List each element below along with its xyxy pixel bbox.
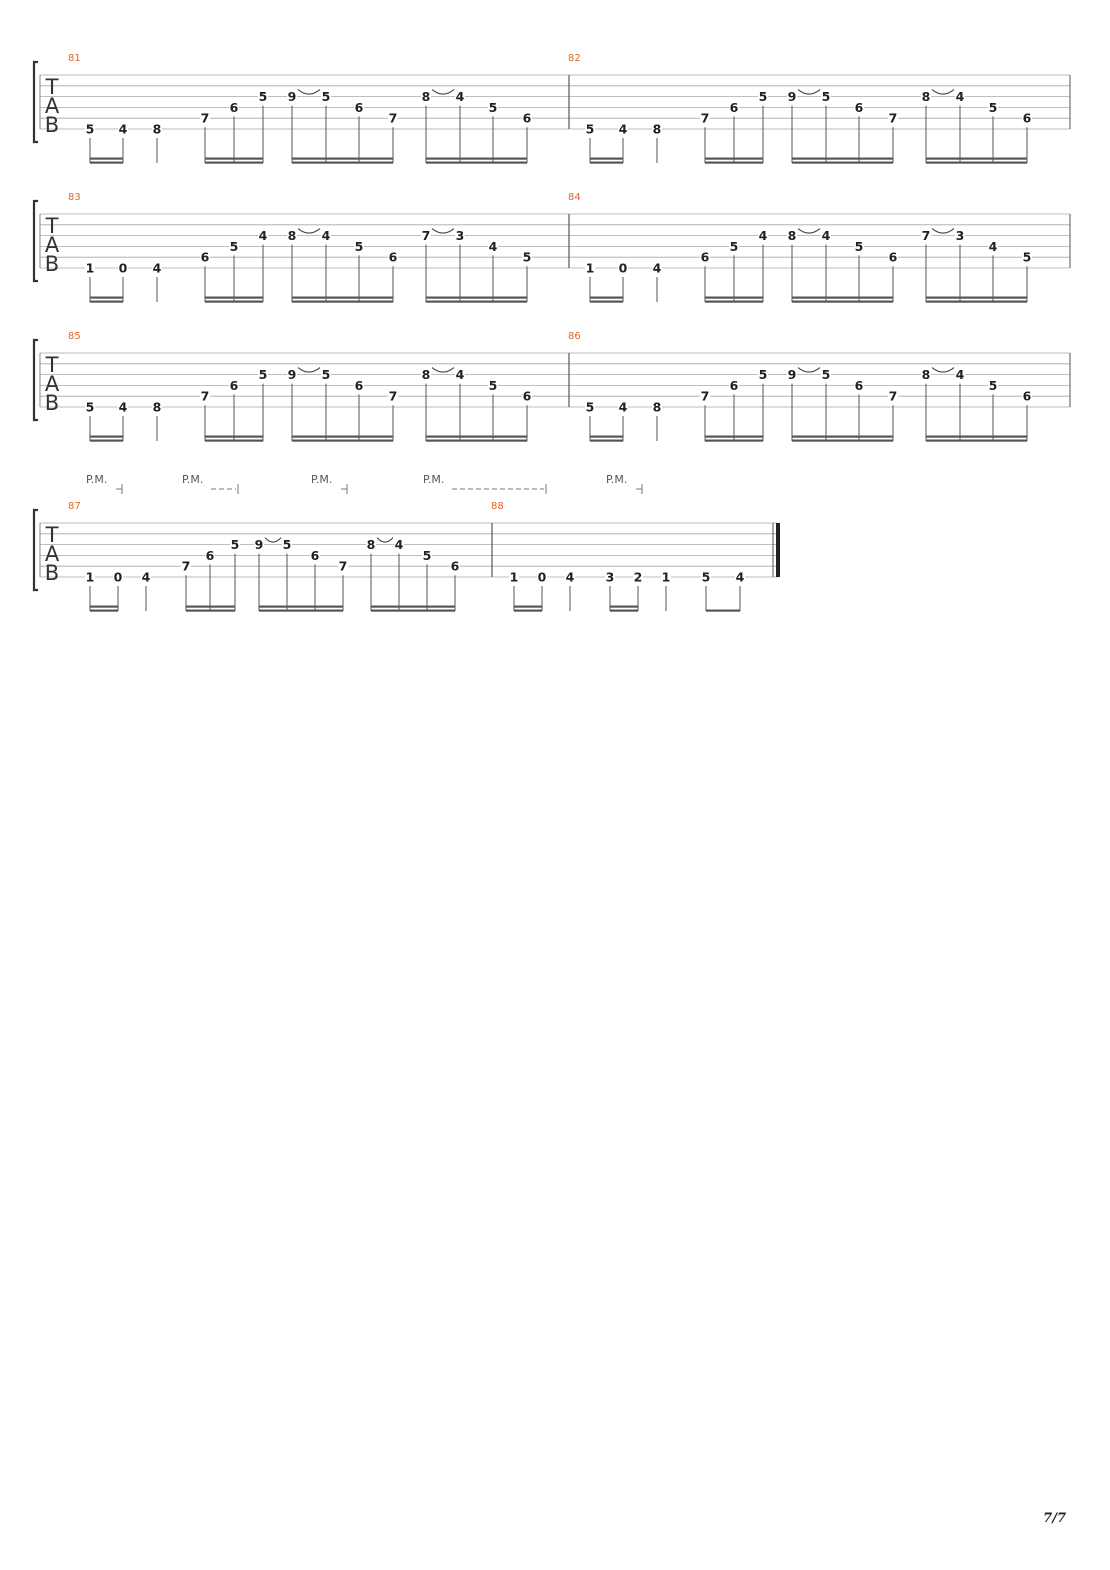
palm-mute-label: P.M.	[182, 473, 204, 486]
measure-number: 81	[68, 53, 81, 64]
tab-clef-letter: A	[44, 542, 60, 566]
beam	[514, 610, 542, 612]
measure-number: 85	[68, 331, 81, 342]
fret-number: 4	[618, 121, 628, 137]
fret-number: 4	[321, 228, 331, 244]
measure-number: 84	[568, 192, 581, 203]
fret-number: 6	[310, 547, 320, 563]
beam	[371, 610, 455, 612]
beam	[926, 297, 1027, 299]
beam	[292, 297, 393, 299]
fret-number: 9	[287, 89, 297, 105]
fret-number: 5	[701, 569, 711, 585]
fret-number: 6	[229, 377, 239, 393]
fret-number: 6	[1022, 388, 1032, 404]
tab-clef-letter: A	[44, 233, 60, 257]
fret-number: 5	[988, 99, 998, 115]
beam	[792, 440, 893, 442]
beam	[259, 606, 343, 608]
palm-mute-label: P.M.	[606, 473, 628, 486]
fret-number: 4	[488, 238, 498, 254]
beam	[705, 158, 763, 160]
beam	[792, 436, 893, 438]
beam	[205, 297, 263, 299]
measure-88	[509, 570, 745, 612]
fret-number: 3	[455, 228, 465, 244]
page-number: 7/7	[1043, 1511, 1066, 1526]
fret-number: 6	[205, 547, 215, 563]
fret-number: 6	[729, 99, 739, 115]
fret-number: 5	[988, 377, 998, 393]
fret-number: 8	[652, 121, 662, 137]
fret-number: 5	[585, 121, 595, 137]
fret-number: 7	[338, 558, 348, 574]
fret-number: 5	[85, 399, 95, 415]
palm-mute-label: P.M.	[311, 473, 333, 486]
fret-number: 7	[921, 228, 931, 244]
fret-number: 7	[200, 110, 210, 126]
tab-clef-letter: B	[44, 391, 60, 415]
palm-mute-label: P.M.	[423, 473, 445, 486]
tie-slur	[932, 90, 954, 95]
fret-number: 7	[700, 110, 710, 126]
palm-mute-marking	[311, 473, 347, 494]
fret-number: 4	[141, 569, 151, 585]
fret-number: 1	[585, 260, 595, 276]
fret-number: 5	[85, 121, 95, 137]
fret-number: 7	[700, 388, 710, 404]
fret-number: 6	[354, 99, 364, 115]
beam	[205, 162, 263, 164]
measure-82	[585, 89, 1032, 164]
measure-86	[585, 367, 1032, 442]
tie-slur	[298, 368, 320, 373]
fret-number: 4	[955, 89, 965, 105]
tab-clef-letter: T	[45, 353, 59, 377]
beam	[90, 158, 123, 160]
tie-slur	[298, 229, 320, 234]
fret-number: 5	[229, 238, 239, 254]
fret-number: 7	[200, 388, 210, 404]
fret-number: 4	[735, 569, 745, 585]
beam	[792, 158, 893, 160]
beam	[792, 162, 893, 164]
beam	[205, 301, 263, 303]
fret-number: 5	[1022, 249, 1032, 265]
fret-number: 7	[388, 388, 398, 404]
tie-slur	[932, 368, 954, 373]
system-bracket	[34, 340, 38, 420]
measure-83	[85, 228, 532, 303]
beam	[426, 162, 527, 164]
beam	[292, 158, 393, 160]
fret-number: 3	[605, 569, 615, 585]
beam	[371, 606, 455, 608]
fret-number: 5	[729, 238, 739, 254]
beam	[705, 440, 763, 442]
palm-mute-marking	[423, 473, 546, 494]
fret-number: 5	[321, 89, 331, 105]
fret-number: 6	[229, 99, 239, 115]
fret-number: 0	[113, 569, 123, 585]
fret-number: 6	[700, 249, 710, 265]
palm-mute-marking	[86, 473, 122, 494]
fret-number: 0	[618, 260, 628, 276]
fret-number: 8	[152, 121, 162, 137]
tie-slur	[798, 229, 820, 234]
staff-system-1	[34, 53, 1070, 164]
beam	[792, 297, 893, 299]
fret-number: 4	[118, 399, 128, 415]
beam	[705, 297, 763, 299]
fret-number: 6	[522, 388, 532, 404]
tab-clef-letter: T	[45, 75, 59, 99]
palm-mute-marking	[182, 473, 238, 494]
staff-system-2	[34, 192, 1070, 303]
fret-number: 4	[152, 260, 162, 276]
fret-number: 8	[287, 228, 297, 244]
beam	[186, 606, 235, 608]
tie-slur	[798, 90, 820, 95]
tab-clef-letter: A	[44, 372, 60, 396]
beam	[426, 158, 527, 160]
tie-slur	[265, 538, 281, 543]
measure-number: 82	[568, 53, 581, 64]
beam	[426, 301, 527, 303]
tie-slur	[377, 538, 393, 543]
beam	[292, 301, 393, 303]
beam	[926, 301, 1027, 303]
tie-slur	[432, 90, 454, 95]
beam	[292, 436, 393, 438]
fret-number: 6	[854, 99, 864, 115]
fret-number: 1	[85, 260, 95, 276]
fret-number: 4	[394, 537, 404, 553]
fret-number: 8	[921, 367, 931, 383]
fret-number: 5	[854, 238, 864, 254]
tab-clef-letter: B	[44, 561, 60, 585]
system-bracket	[34, 201, 38, 281]
fret-number: 6	[450, 558, 460, 574]
fret-number: 5	[522, 249, 532, 265]
fret-number: 3	[955, 228, 965, 244]
fret-number: 6	[854, 377, 864, 393]
fret-number: 9	[287, 367, 297, 383]
fret-number: 5	[354, 238, 364, 254]
beam	[926, 436, 1027, 438]
beam	[590, 301, 623, 303]
tie-slur	[932, 229, 954, 234]
tie-slur	[798, 368, 820, 373]
fret-number: 6	[1022, 110, 1032, 126]
beam	[205, 436, 263, 438]
fret-number: 4	[258, 228, 268, 244]
beam	[705, 436, 763, 438]
beam	[90, 162, 123, 164]
fret-number: 4	[455, 367, 465, 383]
beam	[705, 301, 763, 303]
fret-number: 6	[729, 377, 739, 393]
measure-87	[85, 537, 460, 612]
fret-number: 7	[181, 558, 191, 574]
fret-number: 8	[652, 399, 662, 415]
fret-number: 8	[421, 367, 431, 383]
fret-number: 6	[888, 249, 898, 265]
beam	[426, 440, 527, 442]
beam	[186, 610, 235, 612]
fret-number: 9	[787, 89, 797, 105]
fret-number: 7	[388, 110, 398, 126]
beam	[292, 440, 393, 442]
fret-number: 5	[488, 99, 498, 115]
measure-number: 87	[68, 501, 81, 512]
fret-number: 6	[200, 249, 210, 265]
fret-number: 5	[758, 367, 768, 383]
fret-number: 4	[618, 399, 628, 415]
beam	[706, 610, 740, 612]
fret-number: 4	[758, 228, 768, 244]
beam	[90, 436, 123, 438]
fret-number: 5	[488, 377, 498, 393]
measure-number: 83	[68, 192, 81, 203]
fret-number: 8	[366, 537, 376, 553]
fret-number: 8	[787, 228, 797, 244]
fret-number: 4	[652, 260, 662, 276]
fret-number: 8	[152, 399, 162, 415]
fret-number: 5	[258, 89, 268, 105]
beam	[90, 610, 118, 612]
palm-mute-label: P.M.	[86, 473, 108, 486]
beam	[590, 297, 623, 299]
fret-number: 0	[118, 260, 128, 276]
tab-clef-letter: T	[45, 214, 59, 238]
fret-number: 5	[821, 89, 831, 105]
fret-number: 5	[585, 399, 595, 415]
fret-number: 5	[258, 367, 268, 383]
fret-number: 5	[422, 547, 432, 563]
beam	[426, 297, 527, 299]
fret-number: 6	[522, 110, 532, 126]
beam	[610, 606, 638, 608]
beam	[792, 301, 893, 303]
staff-system-3	[34, 331, 1070, 442]
fret-number: 5	[282, 537, 292, 553]
measure-number: 86	[568, 331, 581, 342]
beam	[705, 162, 763, 164]
beam	[926, 440, 1027, 442]
beam	[259, 610, 343, 612]
fret-number: 1	[85, 569, 95, 585]
fret-number: 4	[821, 228, 831, 244]
fret-number: 5	[321, 367, 331, 383]
fret-number: 9	[254, 537, 264, 553]
fret-number: 5	[758, 89, 768, 105]
fret-number: 5	[821, 367, 831, 383]
measure-84	[585, 228, 1032, 303]
tab-clef-letter: A	[44, 94, 60, 118]
beam	[590, 436, 623, 438]
fret-number: 1	[661, 569, 671, 585]
tie-slur	[432, 229, 454, 234]
beam	[205, 158, 263, 160]
beam	[926, 158, 1027, 160]
fret-number: 4	[988, 238, 998, 254]
beam	[426, 436, 527, 438]
beam	[610, 610, 638, 612]
beam	[90, 301, 123, 303]
fret-number: 2	[633, 569, 643, 585]
fret-number: 4	[455, 89, 465, 105]
system-bracket	[34, 62, 38, 142]
final-barline-thick	[776, 523, 780, 577]
fret-number: 1	[509, 569, 519, 585]
fret-number: 8	[921, 89, 931, 105]
beam	[90, 440, 123, 442]
tie-slur	[432, 368, 454, 373]
staff-system-4	[34, 501, 780, 612]
palm-mute-marking	[606, 473, 642, 494]
beam	[205, 440, 263, 442]
fret-number: 0	[537, 569, 547, 585]
tie-slur	[298, 90, 320, 95]
fret-number: 7	[888, 110, 898, 126]
beam	[90, 606, 118, 608]
beam	[90, 297, 123, 299]
fret-number: 4	[118, 121, 128, 137]
fret-number: 4	[955, 367, 965, 383]
measure-81	[85, 89, 532, 164]
tab-clef-letter: B	[44, 113, 60, 137]
beam	[926, 162, 1027, 164]
tab-clef-letter: T	[45, 523, 59, 547]
fret-number: 7	[421, 228, 431, 244]
beam	[590, 158, 623, 160]
beam	[514, 606, 542, 608]
fret-number: 6	[388, 249, 398, 265]
beam	[292, 162, 393, 164]
fret-number: 4	[565, 569, 575, 585]
beam	[590, 162, 623, 164]
beam	[590, 440, 623, 442]
measure-number: 88	[491, 501, 504, 512]
fret-number: 9	[787, 367, 797, 383]
fret-number: 5	[230, 537, 240, 553]
fret-number: 8	[421, 89, 431, 105]
measure-85	[85, 367, 532, 442]
fret-number: 6	[354, 377, 364, 393]
system-bracket	[34, 510, 38, 590]
fret-number: 7	[888, 388, 898, 404]
tab-clef-letter: B	[44, 252, 60, 276]
